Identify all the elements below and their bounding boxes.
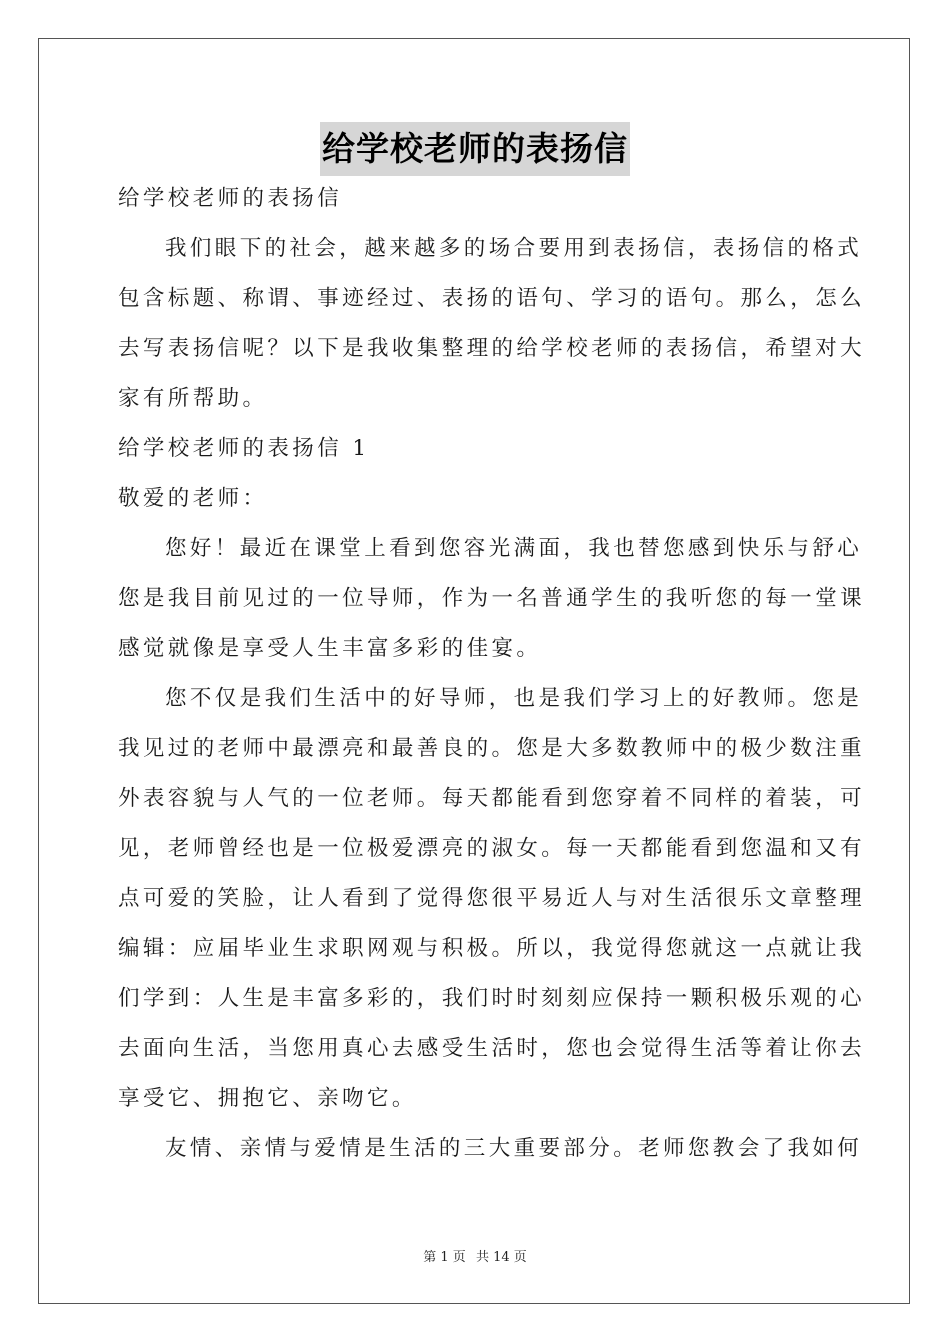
text-line: 编辑：应届毕业生求职网观与积极。所以，我觉得您就这一点就让我 — [118, 936, 866, 961]
text-line: 享受它、拥抱它、亲吻它。 — [118, 1086, 417, 1111]
page-number: 第 1 页 — [423, 1250, 466, 1265]
text-line: 点可爱的笑脸，让人看到了觉得您很平易近人与对生活很乐文章整理 — [118, 886, 866, 911]
text-line: 感觉就像是享受人生丰富多彩的佳宴。 — [118, 636, 542, 661]
page-footer — [0, 1246, 950, 1265]
text-line: 给学校老师的表扬信 — [118, 186, 343, 211]
document-title: 给学校老师的表扬信 — [320, 122, 630, 176]
document-title-container — [0, 122, 950, 182]
document-body — [118, 174, 866, 1174]
text-line: 外表容貌与人气的一位老师。每天都能看到您穿着不同样的着装，可 — [118, 786, 866, 811]
text-line: 见，老师曾经也是一位极爱漂亮的淑女。每一天都能看到您温和又有 — [118, 836, 866, 861]
text-line: 敬爱的老师： — [118, 486, 268, 511]
text-line: 们学到：人生是丰富多彩的，我们时时刻刻应保持一颗积极乐观的心 — [118, 986, 866, 1011]
text-line: 友情、亲情与爱情是生活的三大重要部分。老师您教会了我如何 — [165, 1136, 863, 1161]
text-line: 去写表扬信呢？以下是我收集整理的给学校老师的表扬信，希望对大 — [118, 336, 866, 361]
text-line: 您不仅是我们生活中的好导师，也是我们学习上的好教师。您是 — [165, 686, 863, 711]
text-line: 家有所帮助。 — [118, 386, 268, 411]
text-line: 我见过的老师中最漂亮和最善良的。您是大多数教师中的极少数注重 — [118, 736, 866, 761]
text-line: 您是我目前见过的一位导师，作为一名普通学生的我听您的每一堂课 — [118, 586, 866, 611]
page-total: 共 14 页 — [475, 1250, 527, 1265]
text-line: 您好！最近在课堂上看到您容光满面，我也替您感到快乐与舒心 — [165, 536, 863, 561]
text-line: 我们眼下的社会，越来越多的场合要用到表扬信，表扬信的格式 — [165, 236, 863, 261]
text-line: 去面向生活，当您用真心去感受生活时，您也会觉得生活等着让你去 — [118, 1036, 866, 1061]
text-line: 包含标题、称谓、事迹经过、表扬的语句、学习的语句。那么，怎么 — [118, 286, 866, 311]
text-line: 给学校老师的表扬信 1 — [118, 436, 370, 461]
